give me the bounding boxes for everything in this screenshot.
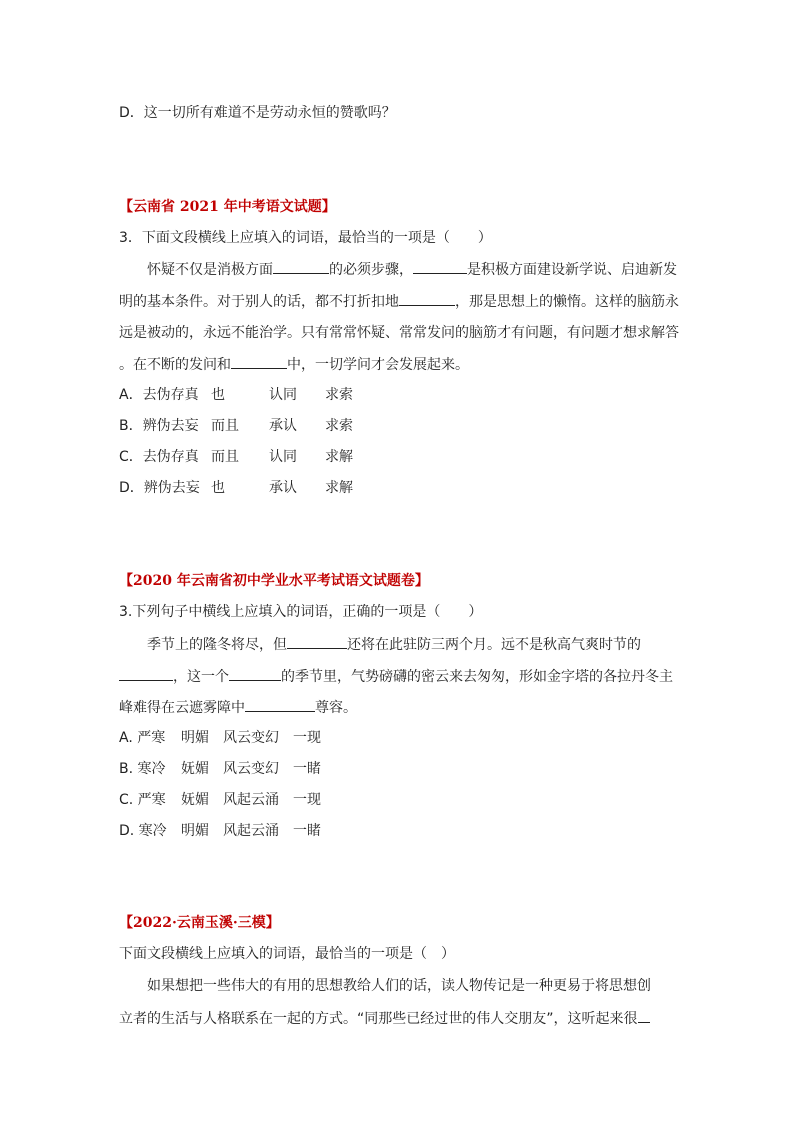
q1-passage-line-3: 远是被动的，永远不能治学。只有常常怀疑、常常发问的脑筋才有问题，有问题才想求解答 (119, 325, 679, 341)
q1-source-heading: 【云南省 2021 年中考语文试题】 (119, 199, 336, 215)
blank-4 (245, 697, 315, 712)
q1-option-d[interactable]: D．辨伪去妄 也 承认 求解 (119, 480, 353, 496)
prev-option-d: D．这一切所有难道不是劳动永恒的赞歌吗？ (119, 105, 396, 121)
q2-source-heading: 【2020 年云南省初中学业水平考试语文试题卷】 (119, 573, 429, 589)
blank-1 (638, 1008, 650, 1023)
q3-passage-line-2: 立者的生活与人格联系在一起的方式。“同那些已经过世的伟人交朋友”，这听起来很 (119, 1008, 650, 1029)
q2-option-c[interactable]: C. 严寒 妩媚 风起云涌 一现 (119, 792, 321, 808)
q1-passage-line-2: 明的基本条件。对于别人的话，都不打折扣地 ，那是思想上的懒惰。这样的脑筋永 (119, 291, 679, 312)
blank-1 (273, 259, 329, 274)
q2-passage-line-2: ，这一个 的季节里，气势磅礴的密云来去匆匆，形如金字塔的各拉丹冬主 (119, 666, 673, 687)
blank-3 (229, 666, 281, 681)
blank-2 (119, 666, 173, 681)
q1-passage-line-1: 怀疑不仅是消极方面 的必须步骤， 是积极方面建设新学说、启迪新发 (147, 259, 677, 280)
q2-passage-line-3: 峰难得在云遮雾障中 尊容。 (119, 697, 357, 718)
q2-stem: 3.下列句子中横线上应填入的词语，正确的一项是（ ） (119, 604, 483, 620)
q1-option-c[interactable]: C．去伪存真 而且 认同 求解 (119, 449, 353, 465)
q1-passage-line-4: 。在不断的发问和 中，一切学问才会发展起来。 (119, 354, 469, 375)
q3-passage-line-1: 如果想把一些伟大的有用的思想教给人们的话，读人物传记是一种更易于将思想创 (147, 978, 651, 994)
q1-stem: 3．下面文段横线上应填入的词语，最恰当的一项是（ ） (119, 230, 492, 246)
q2-option-d[interactable]: D. 寒冷 明媚 风起云涌 一睹 (119, 823, 321, 839)
q1-option-b[interactable]: B．辨伪去妄 而且 承认 求索 (119, 418, 353, 434)
q3-stem: 下面文段横线上应填入的词语，最恰当的一项是（ ） (119, 946, 455, 962)
q3-source-heading: 【2022·云南玉溪·三模】 (119, 915, 280, 931)
q2-passage-line-1: 季节上的隆冬将尽，但 还将在此驻防三两个月。远不是秋高气爽时节的 (147, 634, 641, 655)
blank-4 (231, 354, 287, 369)
q2-option-a[interactable]: A. 严寒 明媚 风云变幻 一现 (119, 730, 321, 746)
blank-1 (287, 634, 347, 649)
blank-3 (399, 291, 455, 306)
q1-option-a[interactable]: A．去伪存真 也 认同 求索 (119, 387, 353, 403)
blank-2 (413, 259, 467, 274)
q2-option-b[interactable]: B. 寒冷 妩媚 风云变幻 一睹 (119, 761, 321, 777)
